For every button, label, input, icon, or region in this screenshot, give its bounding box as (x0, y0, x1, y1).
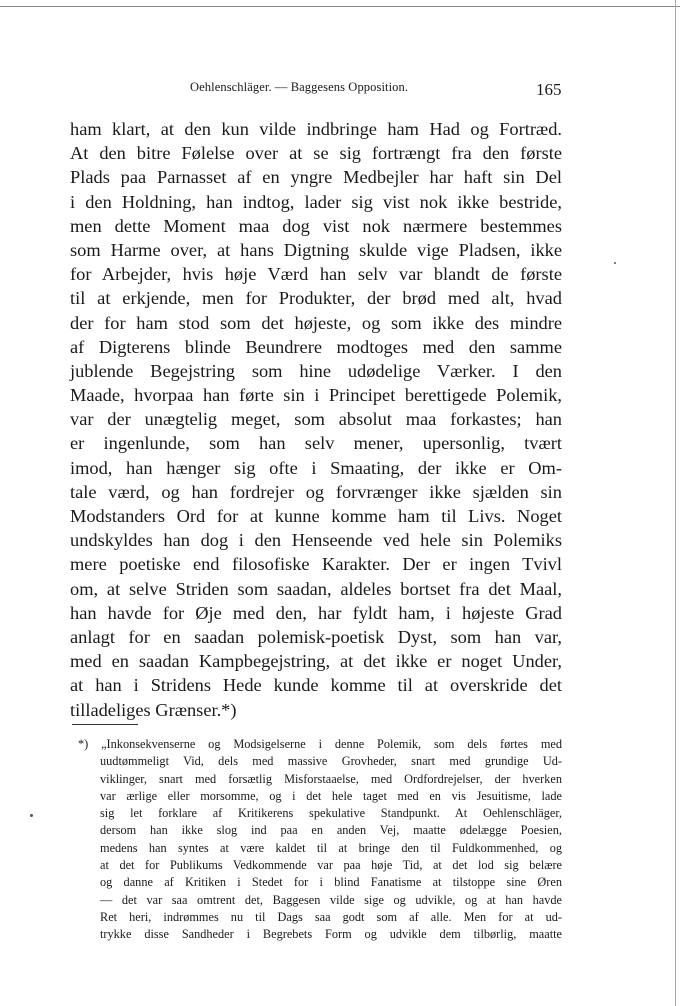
running-head: Oehlenschläger. — Baggesens Opposition. (190, 80, 409, 94)
body-line: Maade, hvorpaa han førte sin i Principet berettigede Polemik, (70, 385, 562, 406)
body-line: Plads paa Parnasset af en yngre Medbejler har haft sin Del (70, 167, 562, 188)
body-line: At den bitre Følelse over at se sig fortrængt fra den første (70, 143, 562, 164)
body-line: var der unægtelig meget, som absolut maa forkastes; han (70, 409, 562, 430)
footnote-line: og danne af Kritiken i Stedet for i blind Fanatisme at tilstoppe sine Øren (100, 875, 562, 890)
body-line: er ingenlunde, som han selv mener, upersonlig, tvært (70, 433, 562, 454)
page-right-edge (675, 0, 676, 1006)
body-line: anlagt for en saadan polemisk-poetisk Dyst, som han var, (70, 626, 562, 647)
footnote-line: *) „Inkonsekvenserne og Modsigelserne i denne Polemik, som dels førtes med (78, 737, 562, 751)
body-line: med en saadan Kampbegejstring, at det ikke er noget Under, (70, 651, 562, 672)
body-line: at han i Stridens Hede kunde komme til at overskride det (70, 675, 562, 696)
body-line: han havde for Øje med den, har fyldt ham, i højeste Grad (70, 602, 562, 623)
body-line-footnote-ref: tilladeliges Grænser.*) (70, 699, 237, 720)
footnote-line: Ret heri, indrømmes nu til Dags saa godt som af alle. Men for at ud- (100, 909, 562, 924)
footnote-divider (72, 724, 138, 725)
body-line: der for ham stod som det højeste, og som ikke des mindre (70, 312, 562, 333)
body-line: i den Holdning, han indtog, lader sig vist nok ikke bestride, (70, 191, 562, 212)
body-line: jublende Begejstring som hine udødelige Værker. I den (70, 360, 562, 381)
body-line: Modstanders Ord for at kunne komme ham til Livs. Noget (70, 506, 562, 526)
body-line: for Arbejder, hvis høje Værd han selv var blandt de første (70, 264, 562, 285)
footnote-line: sig let forklare af Kritikerens spekulative Standpunkt. At Oehlenschläger, (100, 806, 562, 821)
footnote-line: medens han syntes at være kaldet til at bringe den til Fuldkommenhed, og (100, 840, 562, 855)
body-line: undskyldes han dog i den Henseende ved hele sin Polemiks (70, 530, 562, 551)
body-line: af Digterens blinde Beundrere modtoges med den samme (70, 336, 562, 357)
scan-speck (30, 814, 33, 817)
footnote-line: trykke disse Sandheder i Begrebets Form og udvikle dem tilbørlig, maatte (100, 927, 562, 942)
footnote-line: uudtømmeligt Vid, dels med massive Grovheder, snart med grundige Ud- (100, 754, 562, 769)
body-text (70, 117, 562, 722)
footnote (78, 736, 562, 944)
body-line: tale værd, og han fordrejer og forvrænger ikke sjælden sin (70, 481, 562, 502)
footnote-line: var ærlige eller morsomme, og i det hele taget med en vis Jesuitisme, lade (100, 788, 562, 803)
body-line: om, at selve Striden som saadan, aldeles bortset fra det Maal, (70, 578, 562, 599)
footnote-line: — det var saa omtrent det, Baggesen vilde sige og udvikle, og at han havde (100, 892, 562, 907)
page-top-edge (0, 6, 680, 7)
scan-speck (614, 262, 616, 264)
body-line: mere poetiske end filosofiske Karakter. Der er ingen Tvivl (70, 554, 562, 575)
body-line: ham klart, at den kun vilde indbringe ham Had og Fortræd. (70, 119, 562, 139)
footnote-line: at det for Publikums Vedkommende var paa høje Tid, at det lod sig belære (100, 858, 562, 873)
body-line: imod, han hænger sig ofte i Smaating, der ikke er Om- (70, 457, 562, 478)
body-line: som Harme over, at hans Digtning skulde vige Pladsen, ikke (70, 239, 562, 260)
page-number: 165 (536, 80, 562, 99)
footnote-line: dersom han ikke slog ind paa en anden Vej, maatte ødelægge Poesien, (100, 823, 562, 838)
body-line: men dette Moment maa dog vist nok nærmere bestemmes (70, 215, 562, 236)
body-line: til at erkjende, men for Produkter, der brød med alt, hvad (70, 288, 562, 309)
footnote-line: viklinger, snart med forsætlig Misforstaaelse, med Ordfordrejelser, der hverken (100, 771, 562, 786)
